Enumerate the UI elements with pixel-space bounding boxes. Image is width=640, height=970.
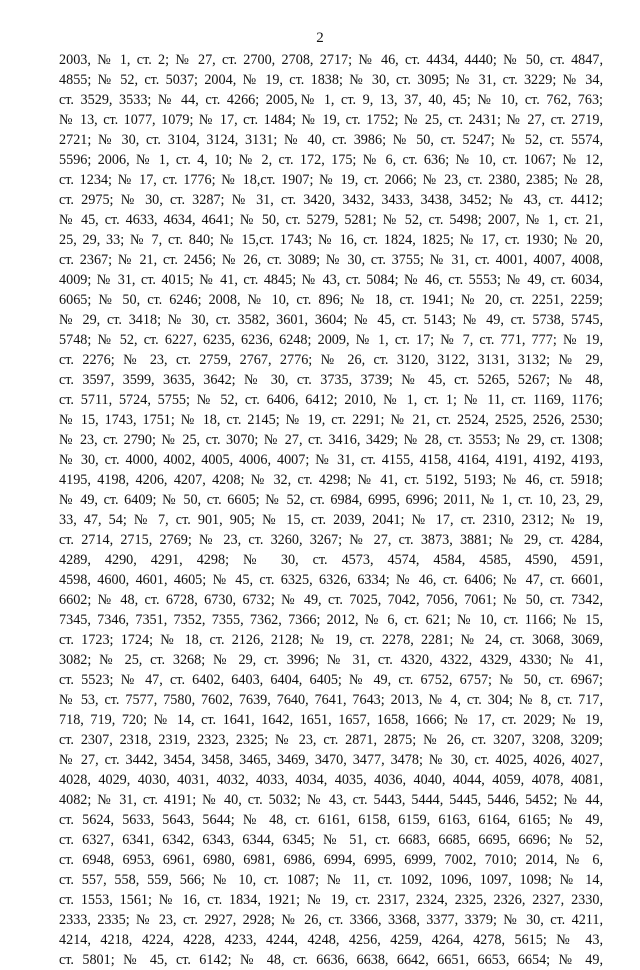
body-text bbox=[59, 50, 603, 970]
text-line: ст. 1234; № 17, ст. 1776; № 18,ст. 1907; № 19, ст. 2066; № 23, ст. 2380, 2385; № 28, bbox=[59, 172, 603, 188]
text-line: 4009; № 31, ст. 4015; № 41, ст. 4845; № 43, ст. 5084; № 46, ст. 5553; № 49, ст. 6034, bbox=[59, 272, 603, 288]
text-line: ст. 557, 558, 559, 566; № 10, ст. 1087; № 11, ст. 1092, 1096, 1097, 1098; № 14, bbox=[59, 872, 603, 888]
text-line: 4028, 4029, 4030, 4031, 4032, 4033, 4034, 4035, 4036, 4040, 4044, 4059, 4078, 4081, bbox=[59, 772, 603, 788]
text-line: 4289, 4290, 4291, 4298; № 30, ст. 4573, 4574, 4584, 4585, 4590, 4591, bbox=[59, 552, 603, 568]
text-line: № 29, ст. 3418; № 30, ст. 3582, 3601, 3604; № 45, ст. 5143; № 49, ст. 5738, 5745, bbox=[59, 312, 603, 328]
text-line: 7345, 7346, 7351, 7352, 7355, 7362, 7366; 2012, № 6, ст. 621; № 10, ст. 1166; № 15, bbox=[59, 612, 603, 628]
text-line: № 30, ст. 4000, 4002, 4005, 4006, 4007; № 31, ст. 4155, 4158, 4164, 4191, 4192, 4193, bbox=[59, 452, 603, 468]
text-line: № 23, ст. 2790; № 25, ст. 3070; № 27, ст. 3416, 3429; № 28, ст. 3553; № 29, ст. 1308; bbox=[59, 432, 603, 448]
text-line: 2003, № 1, ст. 2; № 27, ст. 2700, 2708, 2717; № 46, ст. 4434, 4440; № 50, ст. 4847, bbox=[59, 52, 603, 68]
text-line: 2721; № 30, ст. 3104, 3124, 3131; № 40, ст. 3986; № 50, ст. 5247; № 52, ст. 5574, bbox=[59, 132, 603, 148]
text-line: № 15, 1743, 1751; № 18, ст. 2145; № 19, ст. 2291; № 21, ст. 2524, 2525, 2526, 2530; bbox=[59, 412, 603, 428]
text-line: ст. 5624, 5633, 5643, 5644; № 48, ст. 6161, 6158, 6159, 6163, 6164, 6165; № 49, bbox=[59, 812, 603, 828]
text-line: ст. 2975; № 30, ст. 3287; № 31, ст. 3420, 3432, 3433, 3438, 3452; № 43, ст. 4412; bbox=[59, 192, 603, 208]
text-line: 718, 719, 720; № 14, ст. 1641, 1642, 1651, 1657, 1658, 1666; № 17, ст. 2029; № 19, bbox=[59, 712, 603, 728]
text-line: ст. 6327, 6341, 6342, 6343, 6344, 6345; № 51, ст. 6683, 6685, 6695, 6696; № 52, bbox=[59, 832, 603, 848]
text-line: ст. 2276; № 23, ст. 2759, 2767, 2776; № 26, ст. 3120, 3122, 3131, 3132; № 29, bbox=[59, 352, 603, 368]
text-line: ст. 1553, 1561; № 16, ст. 1834, 1921; № 19, ст. 2317, 2324, 2325, 2326, 2327, 2330, bbox=[59, 892, 603, 908]
text-line: ст. 2307, 2318, 2319, 2323, 2325; № 23, ст. 2871, 2875; № 26, ст. 3207, 3208, 3209; bbox=[59, 732, 603, 748]
text-line: № 45, ст. 4633, 4634, 4641; № 50, ст. 5279, 5281; № 52, ст. 5498; 2007, № 1, ст. 21, bbox=[59, 212, 603, 228]
text-line: № 49, ст. 6409; № 50, ст. 6605; № 52, ст. 6984, 6995, 6996; 2011, № 1, ст. 10, 23, 29, bbox=[59, 492, 603, 508]
text-line: ст. 1723; 1724; № 18, ст. 2126, 2128; № 19, ст. 2278, 2281; № 24, ст. 3068, 3069, bbox=[59, 632, 603, 648]
text-line: 25, 29, 33; № 7, ст. 840; № 15,ст. 1743; № 16, ст. 1824, 1825; № 17, ст. 1930; № 20, bbox=[59, 232, 603, 248]
text-line: ст. 5711, 5724, 5755; № 52, ст. 6406, 6412; 2010, № 1, ст. 1; № 11, ст. 1169, 1176; bbox=[59, 392, 603, 408]
text-line: ст. 5801; № 45, ст. 6142; № 48, ст. 6636, 6638, 6642, 6651, 6653, 6654; № 49, bbox=[59, 952, 603, 968]
text-line: ст. 6948, 6953, 6961, 6980, 6981, 6986, 6994, 6995, 6999, 7002, 7010; 2014, № 6, bbox=[59, 852, 603, 868]
text-line: 5748; № 52, ст. 6227, 6235, 6236, 6248; 2009, № 1, ст. 17; № 7, ст. 771, 777; № 19, bbox=[59, 332, 603, 348]
text-line: 6065; № 50, ст. 6246; 2008, № 10, ст. 896; № 18, ст. 1941; № 20, ст. 2251, 2259; bbox=[59, 292, 603, 308]
text-line: ст. 2367; № 21, ст. 2456; № 26, ст. 3089; № 30, ст. 3755; № 31, ст. 4001, 4007, 4008, bbox=[59, 252, 603, 268]
text-line: ст. 2714, 2715, 2769; № 23, ст. 3260, 3267; № 27, ст. 3873, 3881; № 29, ст. 4284, bbox=[59, 532, 603, 548]
text-line: 4082; № 31, ст. 4191; № 40, ст. 5032; № 43, ст. 5443, 5444, 5445, 5446, 5452; № 44, bbox=[59, 792, 603, 808]
text-line: ст. 3597, 3599, 3635, 3642; № 30, ст. 3735, 3739; № 45, ст. 5265, 5267; № 48, bbox=[59, 372, 603, 388]
text-line: 3082; № 25, ст. 3268; № 29, ст. 3996; № 31, ст. 4320, 4322, 4329, 4330; № 41, bbox=[59, 652, 603, 668]
page-number: 2 bbox=[316, 30, 324, 46]
text-line: 4598, 4600, 4601, 4605; № 45, ст. 6325, 6326, 6334; № 46, ст. 6406; № 47, ст. 6601, bbox=[59, 572, 603, 588]
text-line: 6602; № 48, ст. 6728, 6730, 6732; № 49, ст. 7025, 7042, 7056, 7061; № 50, ст. 7342, bbox=[59, 592, 603, 608]
text-line: № 27, ст. 3442, 3454, 3458, 3465, 3469, 3470, 3477, 3478; № 30, ст. 4025, 4026, 4027, bbox=[59, 752, 603, 768]
text-line: № 53, ст. 7577, 7580, 7602, 7639, 7640, 7641, 7643; 2013, № 4, ст. 304; № 8, ст. 717, bbox=[59, 692, 603, 708]
text-line: 5596; 2006, № 1, ст. 4, 10; № 2, ст. 172, 175; № 6, ст. 636; № 10, ст. 1067; № 12, bbox=[59, 152, 603, 168]
text-line: ст. 3529, 3533; № 44, ст. 4266; 2005,№ 1, ст. 9, 13, 37, 40, 45; № 10, ст. 762, 763; bbox=[59, 92, 603, 108]
text-line: 2333, 2335; № 23, ст. 2927, 2928; № 26, ст. 3366, 3368, 3377, 3379; № 30, ст. 4211, bbox=[59, 912, 603, 928]
text-line: 4214, 4218, 4224, 4228, 4233, 4244, 4248, 4256, 4259, 4264, 4278, 5615; № 43, bbox=[59, 932, 603, 948]
text-line: 33, 47, 54; № 7, ст. 901, 905; № 15, ст. 2039, 2041; № 17, ст. 2310, 2312; № 19, bbox=[59, 512, 603, 528]
text-line: № 13, ст. 1077, 1079; № 17, ст. 1484; № 19, ст. 1752; № 25, ст. 2431; № 27, ст. 2719, bbox=[59, 112, 603, 128]
text-line: 4855; № 52, ст. 5037; 2004, № 19, ст. 1838; № 30, ст. 3095; № 31, ст. 3229; № 34, bbox=[59, 72, 603, 88]
text-line: 4195, 4198, 4206, 4207, 4208; № 32, ст. 4298; № 41, ст. 5192, 5193; № 46, ст. 5918; bbox=[59, 472, 603, 488]
text-line: ст. 5523; № 47, ст. 6402, 6403, 6404, 6405; № 49, ст. 6752, 6757; № 50, ст. 6967; bbox=[59, 672, 603, 688]
